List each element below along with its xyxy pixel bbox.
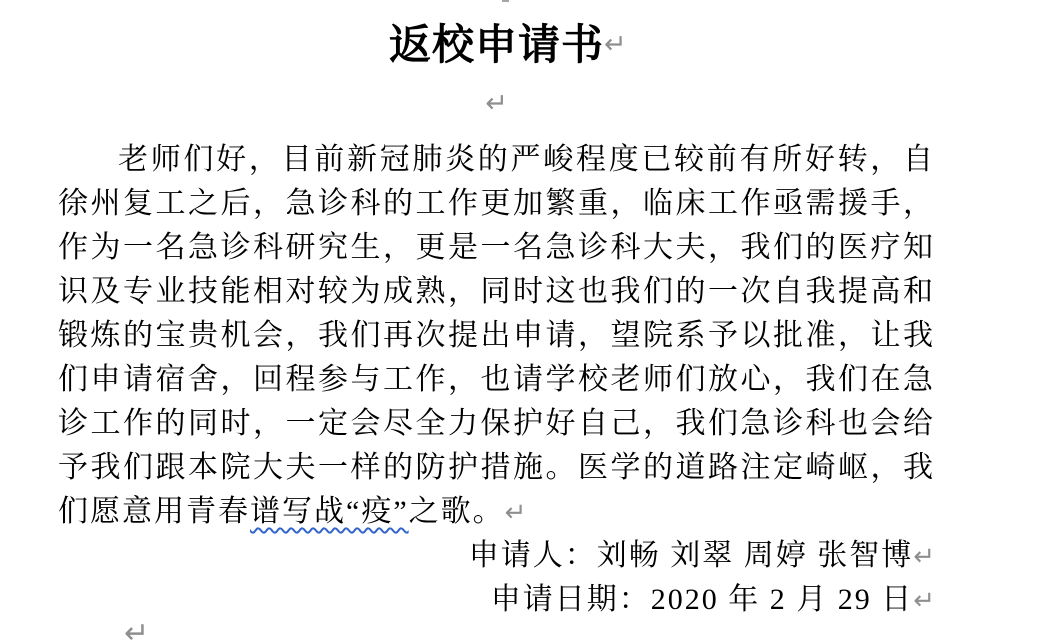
body-line: 作为一名急诊科研究生，更是一名急诊科大夫，我们的医疗知 — [58, 231, 935, 264]
body-line: 诊工作的同时，一定会尽全力保护好自己，我们急诊科也会给 — [58, 407, 935, 440]
clipped-paragraph-mark-bottom — [124, 612, 149, 641]
document-title-line: 返校申请书↵ — [388, 21, 627, 68]
body-line: 锻炼的宝贵机会，我们再次提出申请，望院系予以批准，让我 — [58, 319, 935, 352]
body-line: 老师们好，目前新冠肺炎的严峻程度已较前有所好转，自 — [118, 143, 935, 176]
body-paragraph[interactable] — [58, 138, 935, 622]
pilcrow-return-mark-icon: ↵ — [913, 541, 935, 571]
body-line: 们申请宿舍，回程参与工作，也请学校老师们放心，我们在急 — [58, 363, 935, 396]
date-line — [58, 578, 935, 622]
signature-line — [58, 534, 935, 578]
pilcrow-return-mark-icon: ↵ — [504, 497, 527, 527]
body-text: 之歌。 — [408, 495, 505, 528]
body-line: 予我们跟本院大夫一样的防护措施。医学的道路注定崎岖，我 — [58, 451, 935, 484]
page-title: 返校申请书 — [388, 21, 604, 68]
pilcrow-return-mark-icon: ↵ — [913, 585, 935, 615]
body-text: 们愿意用青春 — [58, 495, 250, 528]
application-date-text: 申请日期：2020 年 2 月 29 日 — [490, 583, 914, 616]
empty-paragraph-line — [58, 86, 935, 120]
body-line: 徐州复工之后，急诊科的工作更加繁重，临床工作亟需援手， — [58, 187, 935, 220]
pilcrow-return-mark-icon: ↵ — [124, 617, 150, 641]
grammar-check-flagged-text[interactable]: 谱写战“疫” — [250, 495, 409, 528]
applicants-text: 申请人：刘畅 刘翠 周婷 张智博 — [468, 539, 914, 572]
pilcrow-return-mark-icon: ↵ — [485, 88, 508, 118]
body-line: 识及专业技能相对较为成熟，同时这也我们的一次自我提高和 — [58, 275, 935, 308]
body-line-last — [58, 490, 935, 534]
clipped-text-fragment-top — [502, 0, 509, 2]
